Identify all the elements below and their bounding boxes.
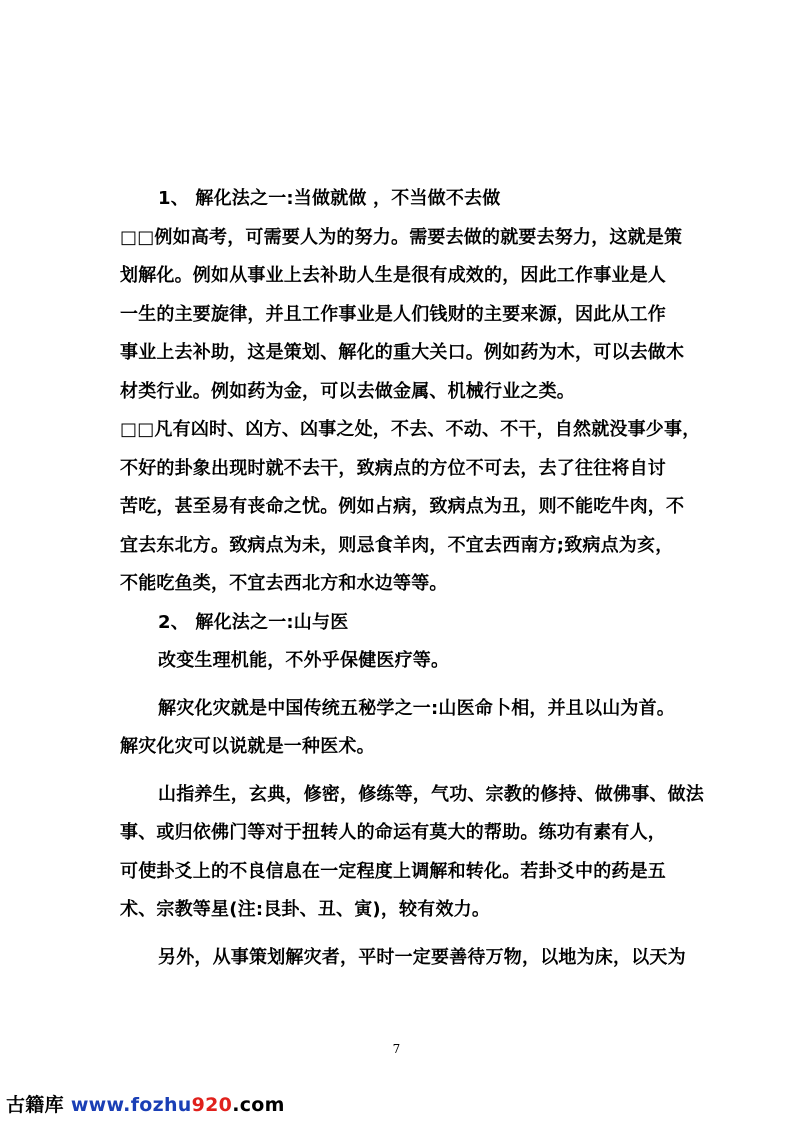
text-line: 另外，从事策划解灾者，平时一定要善待万物，以地为床，以天为 [158, 946, 686, 968]
watermark-url-suffix: .com [232, 1094, 285, 1116]
text-line: 解灾化灾可以说就是一种医术。 [120, 736, 375, 757]
watermark-site-name: 古籍库 [6, 1094, 71, 1116]
text-line: 改变生理机能，不外乎保健医疗等。 [158, 650, 450, 671]
text-line: 苦吃，甚至易有丧命之忧。例如占病，致病点为丑，则不能吃牛肉，不 [120, 496, 685, 517]
text-line: 2、 解化法之一:山与医 [158, 611, 349, 633]
document-body [120, 180, 704, 977]
text-line: □□例如高考，可需要人为的努力。需要去做的就要去努力，这就是策 [120, 226, 683, 248]
text-line: 解灾化灾就是中国传统五秘学之一:山医命卜相，并且以山为首。 [158, 697, 675, 719]
text-line: 材类行业。例如药为金，可以去做金属、机械行业之类。 [120, 380, 575, 402]
watermark-url-number: 920 [191, 1094, 233, 1116]
text-line: 山指养生，玄典，修密，修练等，气功、宗教的修持、做佛事、做法 [158, 783, 704, 805]
text-line: 宜去东北方。致病点为未，则忌食羊肉，不宜去西南方;致病点为亥， [120, 534, 674, 556]
paragraph-gap [120, 681, 680, 690]
site-watermark[interactable] [6, 1090, 285, 1117]
text-line: 划解化。例如从事业上去补助人生是很有成效的，因此工作事业是人 [120, 265, 666, 286]
text-line: 一生的主要旋律，并且工作事业是人们钱财的主要来源，因此从工作 [120, 303, 666, 325]
watermark-url-prefix: www.fozhu [70, 1094, 192, 1116]
paragraph-gap [120, 930, 680, 939]
page-number: 7 [392, 1042, 401, 1056]
text-line: 可使卦爻上的不良信息在一定程度上调解和转化。若卦爻中的药是五 [120, 860, 666, 882]
text-line: 事业上去补助，这是策划、解化的重大关口。例如药为木，可以去做木 [120, 342, 685, 363]
paragraph-gap [120, 767, 680, 776]
text-line: 不好的卦象出现时就不去干，致病点的方位不可去，去了往往将自讨 [120, 457, 666, 479]
text-line: 1、 解化法之一:当做就做 ，不当做不去做 [158, 188, 501, 209]
text-line: □□凡有凶时、凶方、凶事之处，不去、不动、不干，自然就没事少事， [120, 419, 701, 440]
text-line: 事、或归依佛门等对于扭转人的命运有莫大的帮助。练功有素有人， [120, 822, 666, 843]
text-line: 术、宗教等星(注:艮卦、丑、寅)，较有效力。 [120, 899, 491, 920]
text-line: 不能吃鱼类，不宜去西北方和水边等等。 [120, 573, 448, 594]
